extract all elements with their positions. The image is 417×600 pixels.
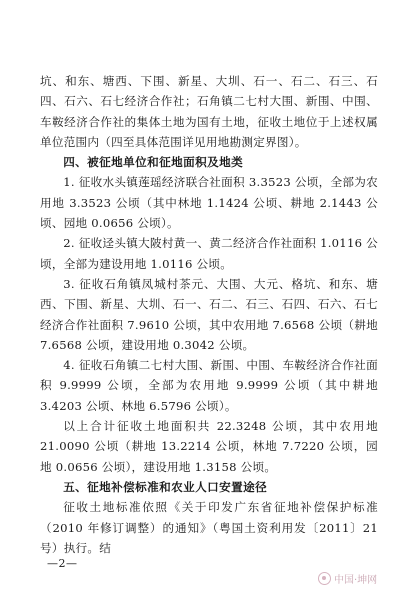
paragraph-item-1: 1. 征收水头镇莲瑶经济联合社面积 3.3523 公顷，全部为农用地 3.3523 公顷（其中林地 1.1424 公顷、耕地 2.1443 公顷、园地 0.0656 公顷）。 [40,175,378,231]
document-body [40,71,378,558]
paragraph-item-4: 4. 征收石角镇二七村大围、新围、中围、车鞍经济合作社面积 9.9999 公顷，全部为农用地 9.9999 公顷（其中耕地 3.4203 公顷、林地 6.5796 公顷）。 [40,358,378,413]
paragraph-total: 以上合计征收土地面积共 22.3248 公顷，其中农用地 21.0090 公顷（耕地 13.2214 公顷，林地 7.7220 公顷，园地 0.0656 公顷），建设用地 1.3158 公顷。 [40,419,378,474]
watermark-text: 中国·坤网 [334,575,378,586]
watermark-logo-icon [318,572,331,585]
paragraph-item-2: 2. 征收迳头镇大陂村黄一、黄二经济合作社面积 1.0116 公顷，全部为建设用地 1.0116 公顷。 [40,236,378,271]
watermark [318,571,377,586]
paragraph-item-3: 3. 征收石角镇凤城村茶元、大围、大元、格坑、和东、塘西、下围、新星、大圳、石一、石二、石三、石四、石六、石七经济合作社面积 7.9610 公顷，其中农用地 7.6568 公顷（耕地 7.6568 公顷，建设用地 0.3042 公顷。 [40,276,378,352]
page-number: —2— [47,557,78,570]
paragraph-compensation: 征收土地标准依照《关于印发广东省征地补偿保护标准（2010 年修订调整）的通知》（粤国土资利用发〔2011〕21 号）执行。结 [40,500,378,555]
paragraph-continuation: 坑、和东、塘西、下围、新星、大圳、石一、石二、石三、石四、石六、石七经济合作社；石角镇二七村大围、新围、中围、车鞍经济合作社的集体土地为国有土地，征收土地位于上述权属单位范围内（四至具体范围详见用地勘测定界图）。 [40,74,378,149]
section-heading-4: 四、被征地单位和征地面积及地类 [63,155,244,170]
section-heading-5: 五、征地补偿标准和农业人口安置途径 [63,479,268,494]
